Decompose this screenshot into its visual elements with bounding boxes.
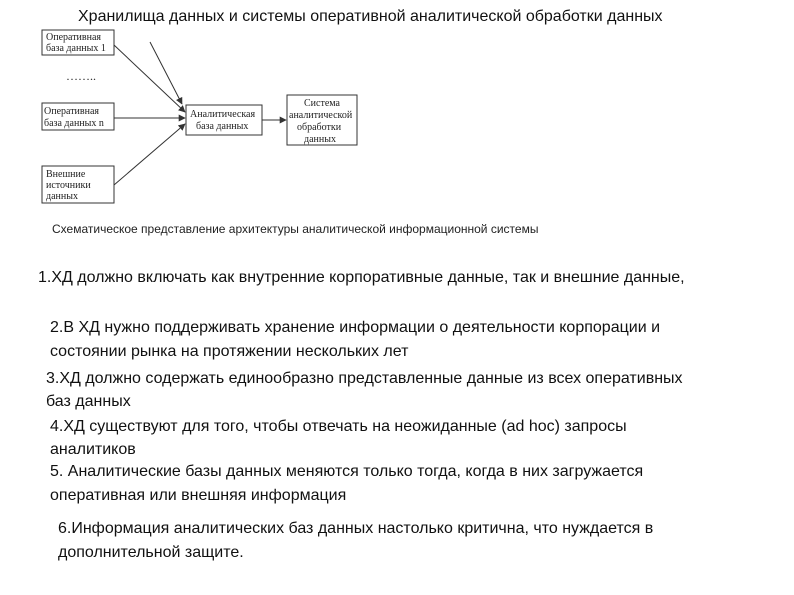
architecture-diagram <box>0 0 794 220</box>
box-operational-db-1-line1: Оперативная <box>46 32 102 43</box>
point-5-line2: оперативная или внешняя информация <box>50 487 347 504</box>
box-operational-db-1-line2: база данных 1 <box>46 43 106 54</box>
point-4-line1: 4.ХД существуют для того, чтобы отвечать на неожиданные (ad hoc) запросы <box>50 418 627 435</box>
point-4-line2: аналитиков <box>50 441 136 458</box>
box-operational-db-n-line2: база данных n <box>44 118 104 129</box>
page-title: Хранилища данных и системы оперативной аналитической обработки данных <box>78 8 663 25</box>
point-1: 1.ХД должно включать как внутренние корпоративные данные, так и внешние данные, <box>38 269 685 286</box>
box-operational-db-n-line1: Оперативная <box>44 106 100 117</box>
box-olap-system-line2: аналитической <box>289 110 353 121</box>
box-analytical-db-line2: база данных <box>196 121 249 132</box>
point-3-line2: баз данных <box>46 393 131 410</box>
box-olap-system-line3: обработки <box>297 122 342 133</box>
point-2-line2: состоянии рынка на протяжении нескольких лет <box>50 343 409 360</box>
point-3-line1: 3.ХД должно содержать единообразно представленные данные из всех оперативных <box>46 370 683 387</box>
ellipsis-text: …….. <box>66 69 96 83</box>
diagram-caption: Схематическое представление архитектуры аналитической информационной системы <box>52 222 539 236</box>
point-6-line1: 6.Информация аналитических баз данных настолько критична, что нуждается в <box>58 520 654 537</box>
box-external-sources-line3: данных <box>46 191 78 202</box>
point-5-line1: 5. Аналитические базы данных меняются только тогда, когда в них загружается <box>50 463 644 480</box>
arrow-db1-to-analytical <box>114 45 185 112</box>
point-2-line1: 2.В ХД нужно поддерживать хранение информации о деятельности корпорации и <box>50 319 661 336</box>
arrow-ext-to-analytical <box>114 124 185 185</box>
box-analytical-db-line1: Аналитическая <box>190 109 256 120</box>
box-olap-system-line4: данных <box>304 134 336 145</box>
box-olap-system-line1: Система <box>304 98 340 109</box>
point-6-line2: дополнительной защите. <box>58 544 244 561</box>
box-external-sources-line1: Внешние <box>46 169 86 180</box>
box-external-sources-line2: источники <box>46 180 91 191</box>
